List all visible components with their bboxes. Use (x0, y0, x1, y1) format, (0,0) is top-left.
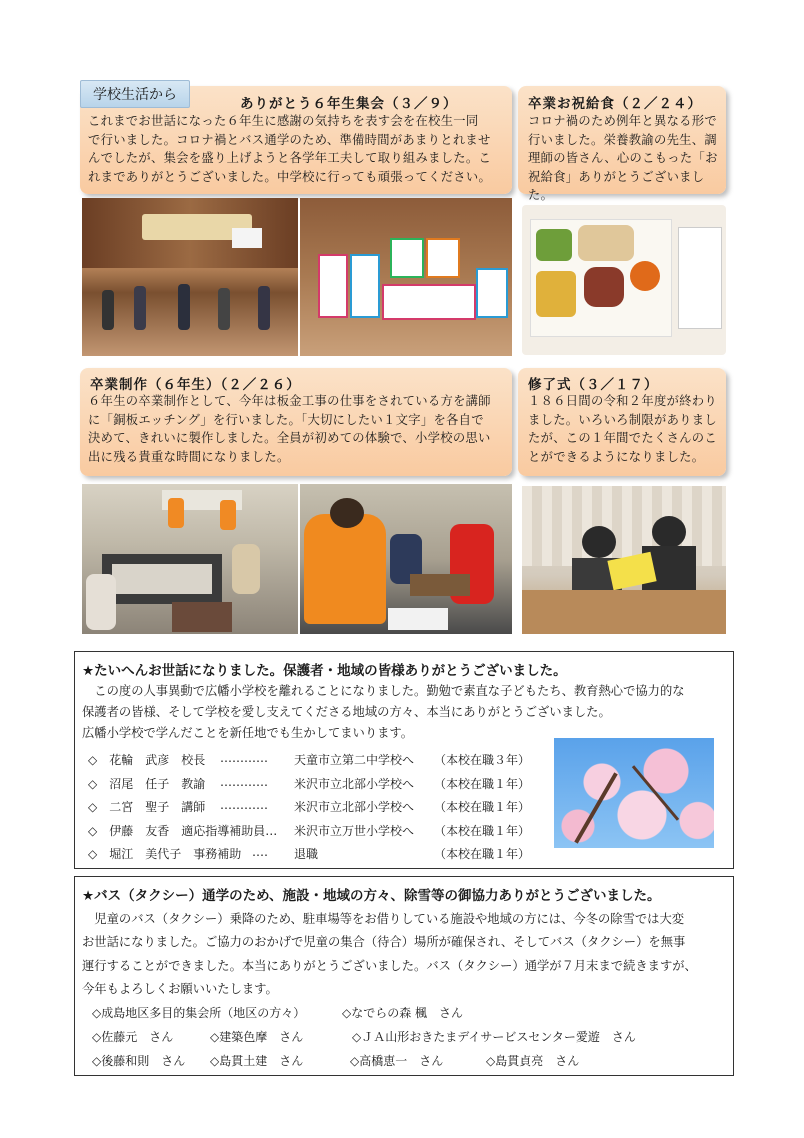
staff-row: ◇ 伊藤 友香 適応指導補助員… 米沢市立万世小学校へ （本校在職１年） (88, 824, 531, 838)
thanks6-text: これまでお世話になった６年生に感謝の気持ちを表す会を在校生一同 で行いました。コロナ禍とバス通学のため、準備時間があまりとれませ んでしたが、集会を盛り上げようと各学年工夫して取り組みました。こ れまでありがとうございました。中学校に行っても頑張ってください。 (88, 114, 492, 184)
facility-item: ◇佐藤元 さん (92, 1030, 174, 1044)
facility-item: ◇ＪＡ山形おきたまデイサービスセンター愛遊 さん (352, 1030, 636, 1044)
staff-row: ◇ 沼尾 任子 教諭 ………… 米沢市立北部小学校へ （本校在職１年） (88, 775, 531, 791)
bus-line-4: 今年もよろしくお願いいたします。 (82, 982, 278, 996)
classroom-photo (82, 484, 298, 634)
lunch-photo (522, 205, 726, 355)
banner-photo (300, 198, 512, 356)
farewell-line-1: この度の人事異動で広幡小学校を離れることになりました。勤勉で素直な子どもたち、教育熱心で協力的な (82, 684, 685, 698)
facility-item: ◇島貫貞亮 さん (486, 1054, 580, 1068)
cherry-blossom-photo (554, 738, 714, 848)
bus-title: ★バス（タクシー）通学のため、施設・地域の方々、除雪等の御協力ありがとうございました。 (82, 888, 661, 904)
closing-text: １８６日間の令和２年度が終わり ました。いろいろ制限がありまし たが、この１年間でたくさんのこ とができるようになりました。 (528, 394, 717, 464)
bus-line-1: 児童のバス（タクシー）乗降のため、駐車場等をお借りしている施設や地域の方には、今冬の除雪では大変 (82, 912, 685, 926)
farewell-line-2: 保護者の皆様、そして学校を愛し支えてくださる地域の方々、本当にありがとうございました。 (82, 705, 611, 719)
ceremony-photo (522, 486, 726, 634)
staff-row: ◇ 花輪 武彦 校長 ………… 天童市立第二中学校へ （本校在職３年） (88, 751, 531, 767)
bus-line-3: 運行することができました。本当にありがとうございました。バス（タクシー）通学が７月末まで続きますが、 (82, 959, 697, 973)
facility-item: ◇建築色摩 さん (210, 1030, 304, 1044)
craft-title: 卒業制作（６年生）（２／２６） (90, 377, 301, 393)
staff-row: ◇ 堀江 美代子 事務補助 ‥‥ 退職 （本校在職１年） (88, 845, 531, 861)
lunch-title: 卒業お祝給食（２／２４） (528, 96, 702, 112)
closing-title: 修了式（３／１７） (528, 377, 659, 393)
staff-row: ◇ 二宮 聖子 講師 ………… 米沢市立北部小学校へ （本校在職１年） (88, 798, 531, 814)
craft-text: ６年生の卒業制作として、今年は板金工事の仕事をされている方を講師 に「銅板エッチング」を行いました。「大切にしたい１文字」を各自で 決めて、きれいに製作しました。全員が初めての体験で、小学校の思い 出に残る貴重な時間になりました。 (88, 394, 491, 464)
section-tag: 学校生活から (80, 80, 190, 108)
facility-item: ◇後藤和則 さん (92, 1054, 186, 1068)
gym-assembly-photo (82, 198, 298, 356)
lunch-text: コロナ禍のため例年と異なる形で 行いました。栄養教諭の先生、調 理師の皆さん、心のこもった「お 祝給食」ありがとうございました。 (528, 114, 718, 202)
facility-item: ◇なでらの森 楓 さん (342, 1006, 464, 1020)
facility-item: ◇島貫土建 さん (210, 1054, 304, 1068)
farewell-title: ★たいへんお世話になりました。保護者・地域の皆様ありがとうございました。 (82, 663, 567, 679)
thanks6-title: ありがとう６年生集会（３／９） (240, 96, 458, 112)
etching-photo (300, 484, 512, 634)
facility-item: ◇成島地区多目的集会所（地区の方々） (92, 1006, 306, 1020)
bus-line-2: お世話になりました。ご協力のおかげで児童の集合（待合）場所が確保され、そしてバス（タクシー）を無事 (82, 935, 686, 949)
facility-item: ◇高橋恵一 さん (350, 1054, 444, 1068)
farewell-line-3: 広幡小学校で学んだことを新任地でも生かしてまいります。 (82, 726, 414, 740)
bus-frame (74, 876, 734, 1076)
